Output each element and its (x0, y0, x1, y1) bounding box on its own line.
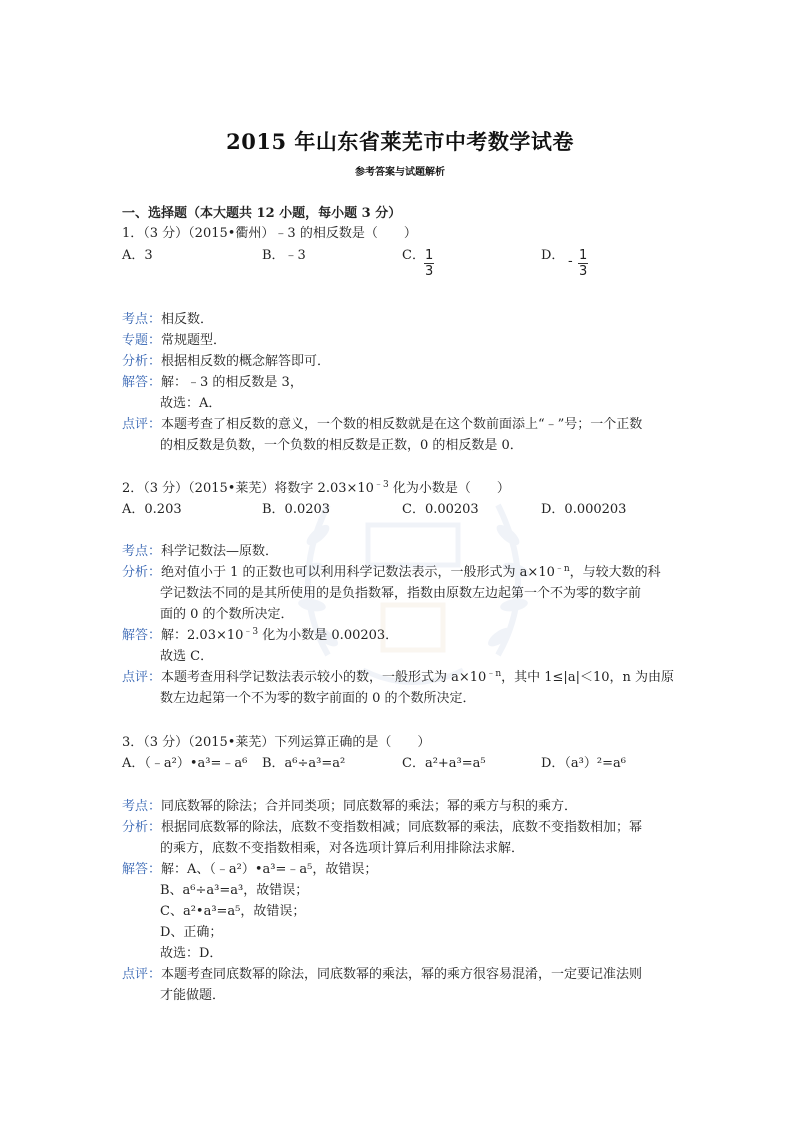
q1-zhuanti (122, 332, 226, 350)
q3-fenxi-text: 根据同底数幂的除法，底数不变指数相减；同底数幂的乘法，底数不变指数相加；幂 (161, 820, 643, 835)
q2-fenxi-part2: ，与较大数的科 (569, 565, 661, 580)
q1-jieda-text: 解：﹣3 的相反数是 3， (161, 375, 303, 390)
doc-subtitle: 参考答案与试题解析 (355, 167, 445, 178)
label-zhuanti: 专题： (122, 333, 162, 348)
q1-option-b: B．﹣3 (262, 248, 306, 263)
fraction-numerator: 1 (425, 248, 434, 263)
q1-jieda-line2: 故选：A． (160, 396, 222, 411)
q1-dianping (122, 416, 642, 434)
q2-stem-exponent: ﹣3 (373, 480, 389, 490)
q3-option-d: D．（a³）²=a⁶ (541, 756, 626, 771)
q2-fenxi-line2: 学记数法不同的是其所使用的是负指数幂，指数由原数左边起第一个不为零的数字前 (160, 586, 642, 601)
q2-dianping (122, 669, 674, 687)
q2-jieda-exponent: ﹣3 (243, 627, 259, 637)
section-heading: 一、选择题（本大题共 12 小题，每小题 3 分） (122, 206, 402, 221)
label-jieda: 解答： (122, 862, 162, 877)
q1-fenxi (122, 353, 330, 371)
q2-dianping-part2: ，其中 1≤|a|＜10，n 为由原 (501, 670, 674, 685)
label-fenxi: 分析： (122, 354, 162, 369)
q3-kaodian (122, 798, 577, 816)
q1-option-d-sign: - (568, 254, 573, 269)
q2-option-c: C．0.00203 (402, 502, 479, 517)
q2-fenxi-exponent: ﹣n (554, 564, 570, 574)
label-kaodian: 考点： (122, 544, 162, 559)
q1-option-a: A．3 (122, 248, 153, 263)
q2-dianping-line2: 数左边起第一个不为零的数字前面的 0 的个数所决定． (160, 691, 476, 706)
q3-dianping (122, 966, 642, 984)
label-dianping: 点评： (122, 417, 162, 432)
label-dianping: 点评： (122, 670, 162, 685)
label-fenxi: 分析： (122, 820, 162, 835)
q1-option-c-fraction (424, 248, 434, 279)
fraction-denominator: 3 (425, 264, 434, 279)
q3-dianping-text: 本题考查同底数幂的除法，同底数幂的乘法，幂的乘方很容易混淆，一定要记准法则 (161, 967, 643, 982)
q1-dianping-line2: 的相反数是负数，一个负数的相反数是正数，0 的相反数是 0． (160, 438, 523, 453)
fraction-numerator: 1 (579, 248, 588, 263)
q2-option-a: A．0.203 (122, 502, 182, 517)
doc-title: 2015 年山东省莱芜市中考数学试卷 (226, 129, 574, 154)
q3-kaodian-text: 同底数幂的除法；合并同类项；同底数幂的乘法；幂的乘方与积的乘方． (161, 799, 578, 814)
label-kaodian: 考点： (122, 312, 162, 327)
label-kaodian: 考点： (122, 799, 162, 814)
q3-jieda-line3: C、a²•a³=a⁵，故错误； (160, 904, 306, 919)
q1-option-d: D． (541, 248, 565, 263)
q3-jieda-line5: 故选：D． (160, 946, 223, 961)
q3-jieda-line4: D、正确； (160, 925, 223, 940)
q2-jieda-line2: 故选 C． (160, 649, 214, 664)
q2-fenxi-line3: 面的 0 的个数所决定． (160, 607, 294, 622)
q1-kaodian-text: 相反数． (161, 312, 214, 327)
q2-kaodian-text: 科学记数法—原数． (161, 544, 279, 559)
q2-jieda (122, 627, 398, 645)
q2-stem-part2: 化为小数是（ ） (392, 481, 510, 496)
q2-jieda-part2: 化为小数是 0.00203． (262, 628, 399, 643)
q2-fenxi (122, 564, 661, 582)
label-fenxi: 分析： (122, 565, 162, 580)
q2-dianping-exponent: ﹣n (486, 669, 502, 679)
q3-fenxi (122, 819, 642, 837)
q2-option-b: B．0.0203 (262, 502, 331, 517)
q2-kaodian (122, 543, 278, 561)
q3-fenxi-line2: 的乘方，底数不变指数相乘，对各选项计算后利用排除法求解． (160, 841, 525, 856)
label-jieda: 解答： (122, 628, 162, 643)
q2-stem-part1: 2．（3 分）（2015•莱芜）将数字 2.03×10 (122, 481, 374, 496)
q2-dianping-part1: 本题考查用科学记数法表示较小的数，一般形式为 a×10 (161, 670, 487, 685)
q3-jieda-line2: B、a⁶÷a³=a³，故错误； (160, 883, 309, 898)
q2-jieda-part1: 解：2.03×10 (161, 628, 244, 643)
label-dianping: 点评： (122, 967, 162, 982)
q1-zhuanti-text: 常规题型． (161, 333, 227, 348)
q1-option-c: C． (402, 248, 425, 263)
q3-option-b: B．a⁶÷a³=a² (262, 756, 346, 771)
q1-kaodian (122, 311, 213, 329)
q3-option-c: C．a²+a³=a⁵ (402, 756, 486, 771)
q3-stem: 3．（3 分）（2015•莱芜）下列运算正确的是（ ） (122, 735, 431, 750)
q3-dianping-line2: 才能做题． (160, 988, 226, 1003)
q1-stem: 1．（3 分）（2015•衢州）﹣3 的相反数是（ ） (122, 226, 417, 241)
q1-jieda (122, 374, 303, 392)
q2-stem (122, 480, 510, 498)
label-jieda: 解答： (122, 375, 162, 390)
q3-jieda-text: 解：A、（﹣a²）•a³=﹣a⁵，故错误； (161, 862, 378, 877)
q2-fenxi-part1: 绝对值小于 1 的正数也可以利用科学记数法表示，一般形式为 a×10 (161, 565, 555, 580)
q1-dianping-text: 本题考查了相反数的意义，一个数的相反数就是在这个数前面添上“﹣”号；一个正数 (161, 417, 643, 432)
q1-fenxi-text: 根据相反数的概念解答即可． (161, 354, 331, 369)
q1-option-d-fraction (578, 248, 588, 279)
fraction-denominator: 3 (579, 264, 588, 279)
q3-jieda (122, 861, 377, 879)
q2-option-d: D．0.000203 (541, 502, 627, 517)
q3-option-a: A．（﹣a²）•a³=﹣a⁶ (122, 756, 248, 771)
